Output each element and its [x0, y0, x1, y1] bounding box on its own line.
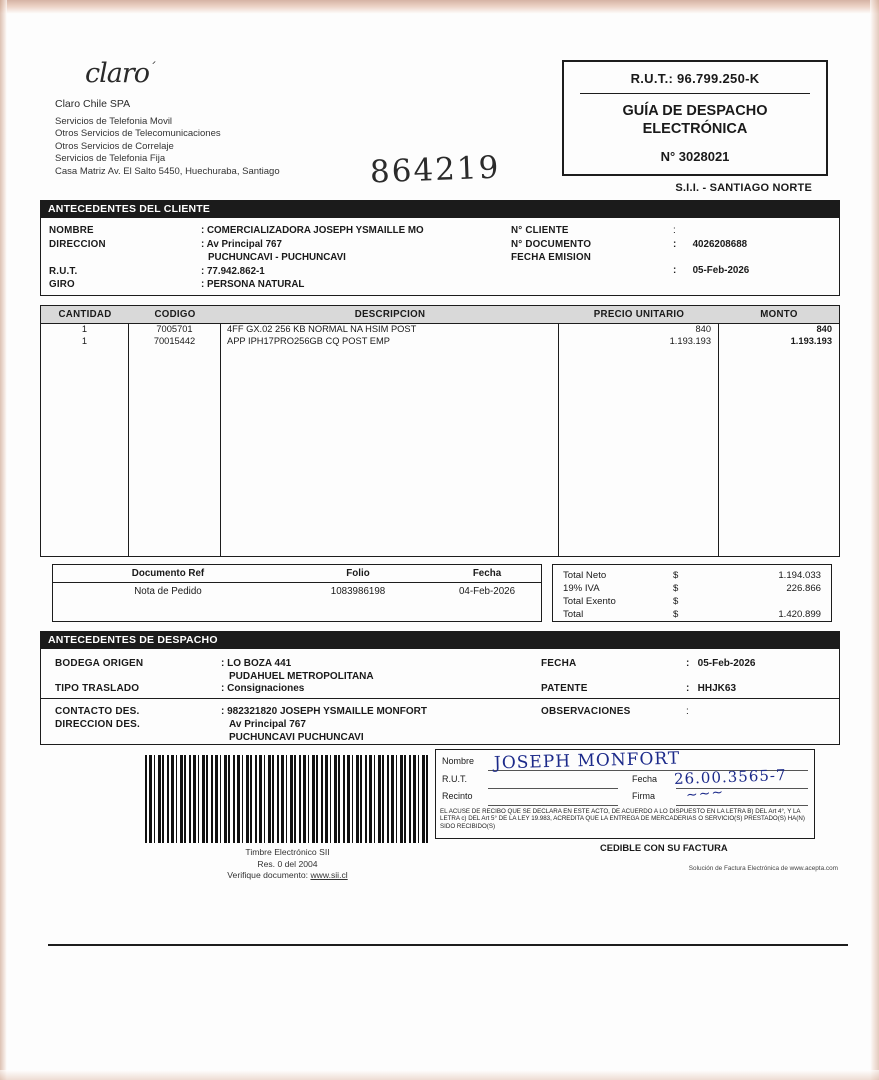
reference-table [52, 564, 542, 622]
company-name: Claro Chile SPA [55, 98, 131, 110]
value-direccion-1: : Av Principal 767 [201, 238, 282, 250]
totals-label-1: 19% IVA [563, 583, 600, 594]
client-section [40, 218, 840, 296]
label-fecha-emision: FECHA EMISION [511, 252, 592, 263]
totals-row-1 [553, 582, 831, 595]
items-table [40, 305, 840, 557]
document-type-line-2: ELECTRÓNICA [642, 121, 748, 137]
value-tipo-traslado-text: Consignaciones [227, 683, 305, 694]
label-direccion-des: DIRECCION DES. [55, 719, 141, 730]
document-identity-box [562, 60, 828, 176]
receipt-legal-text: EL ACUSE DE RECIBO QUE SE DECLARA EN ESTE ACTO, DE ACUERDO A LO DISPUESTO EN LA LETRA B) DEL Art 4°, Y LA LETRA c) DEL Art 5° DE LA LEY 19.983, ACREDITA QUE LA ENTREGA DE MERCADERIAS O SERVICIO(S) PRESTADO(S) HA(N) SIDO RECIBIDO(S) [440, 808, 805, 830]
company-line-3: Servicios de Telefonia Fija [55, 153, 166, 165]
label-giro: GIRO [49, 279, 75, 290]
receipt-label-rut: R.U.T. [442, 774, 468, 784]
value-fecha-despacho-text: 05-Feb-2026 [697, 658, 756, 669]
totals-value-3: 1.420.899 [778, 609, 821, 620]
value-direccion-1-text: Av Principal 767 [206, 238, 282, 250]
col-folio: Folio [346, 568, 370, 579]
pdf417-barcode [145, 755, 430, 843]
value-nombre: : COMERCIALIZADORA JOSEPH YSMAILLE MO [201, 225, 424, 236]
totals-label-0: Total Neto [563, 570, 607, 581]
cell-precio-1: 1.193.193 [669, 335, 711, 346]
stamp-caption-line-1: Timbre Electrónico SII [245, 847, 330, 857]
receipt-label-firma: Firma [632, 791, 655, 801]
value-bodega-origen-1: : LO BOZA 441 [221, 658, 292, 669]
value-direccion-des-1: Av Principal 767 [229, 719, 306, 730]
items-table-body [41, 324, 839, 556]
cedible-note: CEDIBLE CON SU FACTURA [600, 842, 728, 853]
value-patente-text: HHJK63 [697, 683, 737, 694]
barcode-caption [145, 847, 430, 882]
col-documento-ref: Documento Ref [131, 568, 205, 579]
dispatch-divider [41, 698, 839, 699]
value-fecha-emision: : 05-Feb-2026 [673, 265, 750, 276]
cells-monto [719, 324, 839, 556]
cell-folio: 1083986198 [330, 586, 386, 597]
reference-table-header [53, 565, 541, 583]
value-tipo-traslado: : Consignaciones [221, 683, 305, 694]
cell-cantidad-1: 1 [81, 335, 88, 346]
cell-codigo-0: 7005701 [156, 324, 193, 334]
totals-row-2 [553, 595, 831, 608]
issuer-rut: R.U.T.: 96.799.250-K [630, 71, 760, 86]
totals-currency-0: $ [673, 570, 679, 581]
value-rut-text: 77.942.862-1 [206, 265, 265, 277]
label-tipo-traslado: TIPO TRASLADO [55, 683, 140, 694]
label-direccion: DIRECCION [49, 238, 106, 250]
scan-edge-left [0, 0, 7, 1080]
document-number: N° 3028021 [660, 149, 730, 164]
col-fecha-ref: Fecha [472, 568, 502, 579]
value-bodega-origen-1-text: LO BOZA 441 [227, 658, 292, 669]
receipt-line-recinto [488, 805, 618, 806]
dispatch-section [40, 631, 840, 745]
totals-row-3 [553, 608, 831, 621]
cells-precio-unitario [559, 324, 719, 556]
value-fecha-emision-text: 05-Feb-2026 [692, 265, 750, 276]
cell-descripcion-1: APP IPH17PRO256GB CQ POST EMP [227, 335, 390, 346]
receipt-signature: ~~~ [685, 784, 725, 804]
value-n-documento: : 4026208688 [673, 238, 748, 250]
client-values-left [201, 225, 531, 293]
receipt-line-firma [676, 805, 808, 806]
scan-edge-right [870, 0, 879, 1080]
cells-cantidad [41, 324, 129, 556]
value-bodega-origen-2: PUDAHUEL METROPOLITANA [229, 671, 374, 682]
value-direccion-des-2: PUCHUNCAVI PUCHUNCAVI [229, 732, 364, 743]
stamp-caption-line-2: Res. 0 del 2004 [257, 858, 318, 869]
value-direccion-2 [201, 252, 531, 266]
verify-label: Verifique documento: [227, 870, 311, 880]
handwritten-number: 864219 [369, 149, 501, 191]
cell-monto-1: 1.193.193 [790, 335, 832, 346]
label-patente: PATENTE [541, 683, 588, 694]
label-nombre: NOMBRE [49, 225, 94, 236]
receipt-value-nombre: JOSEPH MONFORT [493, 748, 681, 774]
sii-link[interactable]: www.sii.cl [310, 870, 348, 880]
value-giro-text: PERSONA NATURAL [206, 279, 305, 290]
col-codigo: CODIGO [154, 309, 196, 320]
label-fecha-despacho: FECHA [541, 658, 577, 669]
totals-label-2: Total Exento [563, 596, 616, 607]
cell-cantidad-0: 1 [81, 324, 88, 334]
value-giro: : PERSONA NATURAL [201, 279, 305, 290]
claro-logo [85, 58, 155, 89]
client-labels-left [49, 225, 199, 293]
cell-codigo-1: 70015442 [153, 335, 196, 346]
totals-currency-2: $ [673, 596, 679, 607]
value-patente: : HHJK63 [686, 683, 737, 694]
value-fecha-despacho: : 05-Feb-2026 [686, 658, 756, 669]
receipt-label-nombre: Nombre [442, 756, 475, 766]
col-cantidad: CANTIDAD [58, 309, 112, 320]
cell-precio-0: 840 [695, 324, 711, 334]
reference-table-row [53, 583, 541, 600]
receipt-acknowledgement-box [435, 749, 815, 839]
value-n-cliente: : [673, 225, 693, 236]
sii-office: S.I.I. - SANTIAGO NORTE [675, 182, 812, 194]
client-section-bar: ANTECEDENTES DEL CLIENTE [40, 200, 840, 218]
label-contacto-des: CONTACTO DES. [55, 706, 140, 717]
document-type-line-1: GUÍA DE DESPACHO [622, 103, 768, 119]
company-line-2: Otros Servicios de Correlaje [55, 140, 174, 152]
value-direccion-2-text: PUCHUNCAVI - PUCHUNCAVI [208, 252, 346, 263]
label-n-documento: N° DOCUMENTO [511, 238, 592, 250]
label-rut: R.U.T. [49, 265, 78, 277]
cell-fecha-ref: 04-Feb-2026 [458, 586, 516, 597]
receipt-line-rut [488, 788, 618, 789]
col-monto: MONTO [760, 309, 798, 320]
cell-descripcion-0: 4FF GX.02 256 KB NORMAL NA HSIM POST [227, 324, 417, 334]
receipt-label-recinto: Recinto [442, 791, 473, 801]
totals-currency-3: $ [673, 609, 679, 620]
client-labels-right [511, 225, 661, 279]
client-values-right [673, 225, 833, 279]
scan-edge-bottom [0, 1070, 879, 1080]
totals-value-1: 226.866 [786, 583, 821, 594]
col-precio-unitario: PRECIO UNITARIO [593, 309, 685, 320]
label-n-cliente: N° CLIENTE [511, 225, 569, 236]
label-bodega-origen: BODEGA ORIGEN [55, 658, 144, 669]
cell-monto-0: 840 [816, 324, 832, 334]
footer-rule [48, 944, 848, 946]
cells-codigo [129, 324, 221, 556]
totals-value-2 [695, 595, 831, 608]
company-line-1: Otros Servicios de Telecomunicaciones [55, 128, 221, 140]
scan-edge-top [0, 0, 879, 14]
value-n-documento-text: 4026208688 [692, 238, 748, 250]
dispatch-details [40, 649, 840, 745]
receipt-label-fecha: Fecha [632, 774, 658, 784]
dispatch-section-bar: ANTECEDENTES DE DESPACHO [40, 631, 840, 649]
lower-tables [40, 564, 840, 622]
totals-value-0: 1.194.033 [778, 570, 821, 581]
company-line-0: Servicios de Telefonia Movil [55, 115, 173, 127]
value-contacto-des-text: 982321820 JOSEPH YSMAILLE MONFORT [227, 706, 427, 717]
value-contacto-des: : 982321820 JOSEPH YSMAILLE MONFORT [221, 706, 427, 717]
value-rut: : 77.942.862-1 [201, 265, 265, 277]
receipt-value-fecha: 26.00.3565-7 [673, 766, 787, 788]
label-observaciones: OBSERVACIONES [541, 706, 631, 717]
identity-divider [580, 93, 811, 94]
items-table-header [41, 306, 839, 324]
totals-label-3: Total [563, 609, 584, 620]
value-observaciones: : [686, 706, 698, 717]
totals-table [552, 564, 832, 622]
company-line-4: Casa Matriz Av. El Salto 5450, Huechuraba, Santiago [55, 165, 280, 177]
logo-text: claro [85, 58, 150, 89]
stamp-caption-line-3 [145, 870, 430, 882]
document-body [40, 24, 840, 909]
logo-accent-icon: ´ [149, 61, 155, 76]
col-descripcion: DESCRIPCION [354, 309, 426, 320]
cell-documento-ref: Nota de Pedido [134, 586, 202, 597]
value-nombre-text: COMERCIALIZADORA JOSEPH YSMAILLE MO [206, 225, 424, 236]
cells-descripcion [221, 324, 559, 556]
company-info [55, 98, 385, 179]
stamp-zone [40, 749, 840, 909]
totals-row-0 [553, 569, 831, 582]
provider-note: Solución de Factura Electrónica de www.acepta.com [688, 865, 838, 872]
document-header [40, 24, 840, 200]
totals-currency-1: $ [673, 583, 679, 594]
